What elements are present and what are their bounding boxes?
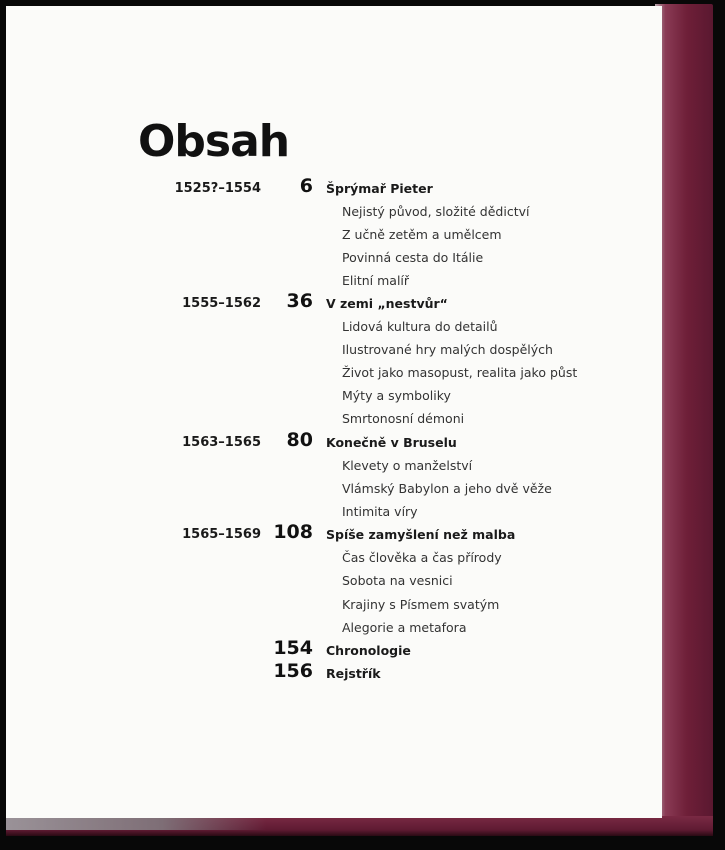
toc-years: 1555–1562 <box>182 296 261 311</box>
toc-subsection-row <box>6 315 662 339</box>
toc-chapter-title: Konečně v Bruselu <box>326 435 457 450</box>
toc-chapter-row <box>6 431 662 455</box>
toc-chapter-row <box>6 292 662 316</box>
toc-chapter-title: Rejstřík <box>326 666 381 681</box>
toc-subsection: Nejistý původ, složité dědictví <box>342 204 530 219</box>
toc-subsection-row <box>6 384 662 408</box>
toc-subsection-row <box>6 246 662 270</box>
toc-subsection-row <box>6 593 662 617</box>
toc-subsection: Krajiny s Písmem svatým <box>342 597 500 612</box>
toc-subsection: Z učně zetěm a umělcem <box>342 227 502 242</box>
toc-subsection-row <box>6 477 662 501</box>
toc-subsection-row <box>6 338 662 362</box>
table-of-contents <box>6 6 662 818</box>
toc-subsection: Klevety o manželství <box>342 458 473 473</box>
toc-subsection: Čas člověka a čas přírody <box>342 550 502 565</box>
toc-subsection: Alegorie a metafora <box>342 620 467 635</box>
toc-page-number: 156 <box>273 660 313 682</box>
toc-subsection: Život jako masopust, realita jako půst <box>342 365 578 380</box>
toc-subsection: Vlámský Babylon a jeho dvě věže <box>342 481 552 496</box>
toc-subsection-row <box>6 546 662 570</box>
toc-subsection: Sobota na vesnici <box>342 573 453 588</box>
toc-page-number: 6 <box>299 175 313 197</box>
toc-years: 1563–1565 <box>182 435 261 450</box>
toc-subsection-row <box>6 361 662 385</box>
toc-subsection-row <box>6 223 662 247</box>
toc-chapter-title: Chronologie <box>326 643 411 658</box>
book-bottom-edge-highlight <box>6 816 266 830</box>
contents-page <box>6 6 662 818</box>
toc-subsection: Elitní malíř <box>342 273 410 288</box>
toc-chapter-title: Spíše zamyšlení než malba <box>326 527 516 542</box>
book-spine-edge <box>655 4 713 832</box>
toc-chapter-row <box>6 662 662 686</box>
toc-chapter-row <box>6 177 662 201</box>
toc-subsection-row <box>6 200 662 224</box>
toc-years: 1525?–1554 <box>174 181 261 196</box>
toc-subsection: Ilustrované hry malých dospělých <box>342 342 553 357</box>
toc-subsection: Povinná cesta do Itálie <box>342 250 484 265</box>
toc-page-number: 36 <box>286 290 313 312</box>
toc-subsection: Smrtonosní démoni <box>342 411 465 426</box>
toc-subsection-row <box>6 407 662 431</box>
toc-subsection: Lidová kultura do detailů <box>342 319 498 334</box>
toc-subsection-row <box>6 454 662 478</box>
toc-page-number: 154 <box>273 637 313 659</box>
toc-page-number: 80 <box>286 429 313 451</box>
toc-chapter-row <box>6 523 662 547</box>
toc-years: 1565–1569 <box>182 527 261 542</box>
toc-page-number: 108 <box>273 521 313 543</box>
toc-subsection: Mýty a symboliky <box>342 388 451 403</box>
toc-chapter-title: V zemi „nestvůr“ <box>326 296 448 311</box>
page-title: Obsah <box>138 116 290 167</box>
toc-subsection: Intimita víry <box>342 504 418 519</box>
toc-chapter-title: Šprýmař Pieter <box>326 181 433 196</box>
toc-subsection-row <box>6 569 662 593</box>
